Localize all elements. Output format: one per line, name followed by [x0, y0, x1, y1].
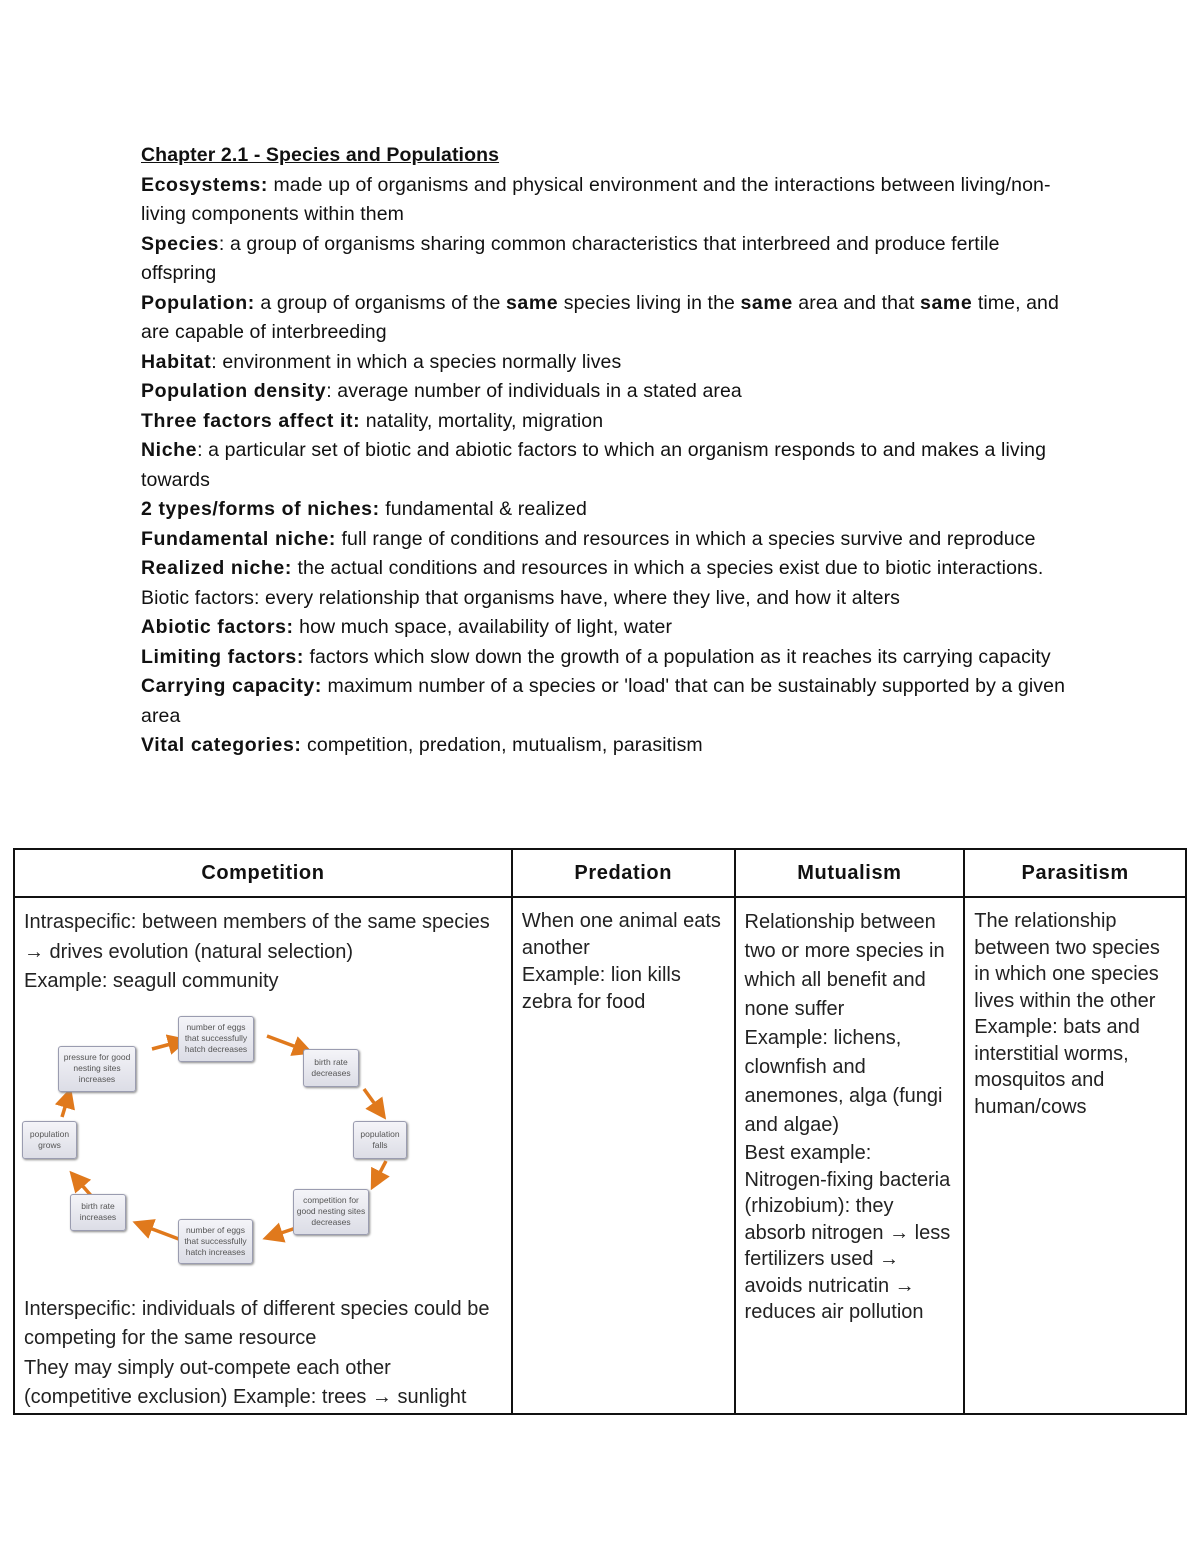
diagram-box-population-falls: population falls — [353, 1121, 407, 1159]
cell-predation — [512, 897, 735, 1414]
def-niche-types: 2 types/forms of niches: fundamental & realized — [141, 498, 587, 520]
def-population-density: Population density: average number of individuals in a stated area — [141, 380, 742, 402]
def-abiotic-factors: Abiotic factors: how much space, availability of light, water — [141, 616, 673, 638]
diagram-box-competition-decreases: competition for good nesting sites decreases — [293, 1189, 369, 1235]
header-predation: Predation — [512, 849, 735, 897]
diagram-box-birth-rate-increases: birth rate increases — [70, 1194, 126, 1231]
notes-section — [141, 141, 1071, 761]
arrow-3 — [364, 1089, 382, 1114]
def-carrying-capacity: Carrying capacity: maximum number of a species or 'load' that can be sustainably supported by a given area — [141, 675, 1066, 727]
diagram-box-pressure-increases: pressure for good nesting sites increases — [58, 1046, 136, 1092]
cell-mutualism — [735, 897, 965, 1414]
def-fundamental-niche: Fundamental niche: full range of conditions and resources in which a species survive and reproduce — [141, 527, 1036, 550]
seagull-cycle-diagram — [24, 999, 503, 1289]
def-three-factors: Three factors affect it: natality, mortality, migration — [141, 409, 604, 432]
header-competition: Competition — [14, 849, 512, 897]
parasitism-text: The relationship between two species in which one species lives within the other — [974, 910, 1160, 1012]
def-limiting-factors: Limiting factors: factors which slow down the growth of a population as it reaches its carrying capacity — [141, 645, 1051, 668]
intraspecific-example: Example: seagull community — [24, 970, 279, 992]
interspecific-text-2: They may simply out-compete each other (competitive exclusion) Example: trees → sunlight — [24, 1356, 467, 1408]
diagram-box-eggs-decrease: number of eggs that successfully hatch decreases — [178, 1016, 254, 1062]
diagram-box-eggs-increase: number of eggs that successfully hatch increases — [178, 1219, 253, 1264]
predation-text: When one animal eats another — [521, 910, 721, 959]
arrow-2 — [267, 1036, 307, 1051]
def-species: Species: a group of organisms sharing common characteristics that interbreed and produce fertile offspring — [141, 232, 1000, 284]
mutualism-example: Example: lichens, clownfish and anemones, alga (fungi and algae) — [744, 1027, 943, 1136]
header-parasitism: Parasitism — [964, 849, 1186, 897]
def-population: Population: a group of organisms of the same species living in the same area and that same time, and are capable of interbreeding — [141, 291, 1059, 343]
mutualism-best-example: Best example: Nitrogen-fixing bacteria (rhizobium): they absorb nitrogen → less fertilizers used → avoids nutricatin → reduces air pollution — [744, 1142, 951, 1323]
cell-parasitism — [964, 897, 1186, 1414]
arrow-4 — [374, 1161, 386, 1184]
predation-example: Example: lion kills zebra for food — [521, 964, 681, 1013]
table-row — [14, 897, 1186, 1414]
def-habitat: Habitat: environment in which a species normally lives — [141, 350, 622, 373]
mutualism-text: Relationship between two or more species in which all benefit and none suffer — [744, 911, 945, 1020]
header-mutualism: Mutualism — [735, 849, 965, 897]
def-biotic-factors: Biotic factors: every relationship that organisms have, where they live, and how it alters — [141, 586, 901, 609]
diagram-box-population-grows: population grows — [22, 1121, 77, 1159]
def-realized-niche: Realized niche: the actual conditions and resources in which a species exist due to biotic interactions. — [141, 557, 1044, 579]
def-niche: Niche: a particular set of biotic and abiotic factors to which an organism responds to and makes a living towards — [141, 439, 1047, 491]
cell-competition — [14, 897, 512, 1414]
parasitism-example: Example: bats and interstitial worms, mosquitos and human/cows — [974, 1016, 1140, 1118]
interspecific-text: Interspecific: individuals of different species could be competing for the same resource — [24, 1297, 490, 1349]
diagram-box-birth-rate-decreases: birth rate decreases — [303, 1049, 359, 1087]
intraspecific-text: Intraspecific: between members of the same species → drives evolution (natural selection) — [24, 911, 490, 963]
def-vital-categories: Vital categories: competition, predation, mutualism, parasitism — [141, 734, 703, 756]
interactions-table — [13, 848, 1187, 1415]
table-header-row — [14, 849, 1186, 897]
arrow-8 — [62, 1094, 69, 1117]
def-ecosystems: Ecosystems: made up of organisms and physical environment and the interactions between living/non-living components within them — [141, 173, 1051, 225]
chapter-title: Chapter 2.1 - Species and Populations — [141, 144, 500, 166]
cycle-arrows — [24, 999, 504, 1289]
